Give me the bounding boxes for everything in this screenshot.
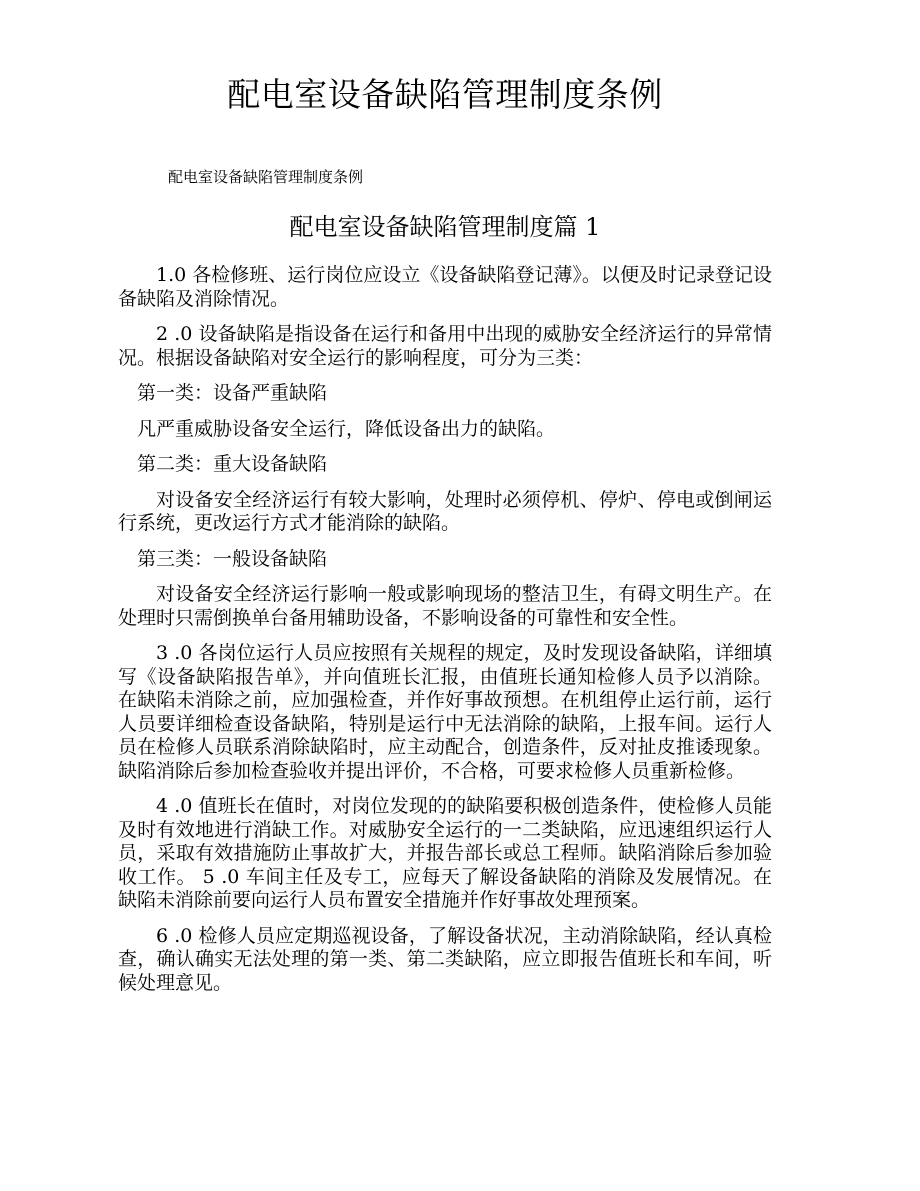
paragraph-item-2: 2 .0 设备缺陷是指设备在运行和备用中出现的威胁安全经济运行的异常情况。根据设备缺陷对安全运行的影响程度，可分为三类： [118, 323, 772, 369]
paragraph-item-3: 3 .0 各岗位运行人员应按照有关规程的规定，及时发现设备缺陷，详细填写《设备缺陷报告单》，并向值班长汇报，由值班长通知检修人员予以消除。在缺陷未消除之前，应加强检查，并作好事故预想。在机组停止运行前，运行人员要详细检查设备缺陷，特别是运行中无法消除的缺陷，上报车间。运行人员在检修人员联系消除缺陷时，应主动配合，创造条件，反对扯皮推诿现象。缺陷消除后参加检查验收并提出评价，不合格，可要求检修人员重新检修。 [118, 642, 772, 782]
paragraph-class-1-label: 第一类：设备严重缺陷 [137, 382, 328, 404]
paragraph-item-6: 6 .0 检修人员应定期巡视设备，了解设备状况，主动消除缺陷，经认真检查，确认确实无法处理的第一类、第二类缺陷，应立即报告值班长和车间，听候处理意见。 [118, 924, 772, 994]
paragraph-item-4-5: 4 .0 值班长在值时，对岗位发现的的缺陷要积极创造条件，使检修人员能及时有效地进行消缺工作。对威胁安全运行的一二类缺陷，应迅速组织运行人员，采取有效措施防止事故扩大，并报告部长或总工程师。缺陷消除后参加验收工作。 5 .0 车间主任及专工，应每天了解设备缺陷的消除及发展情况。在缺陷未消除前要向运行人员布置安全措施并作好事故处理预案。 [118, 795, 772, 911]
paragraph-class-3-label: 第三类：一般设备缺陷 [137, 547, 328, 570]
document-content-column [118, 0, 772, 995]
section-heading: 配电室设备缺陷管理制度篇 1 [289, 213, 601, 241]
paragraph-class-2-desc: 对设备安全经济运行有较大影响，处理时必须停机、停炉、停电或倒闸运行系统，更改运行方式才能消除的缺陷。 [118, 488, 772, 534]
paragraph-class-2-label: 第二类：重大设备缺陷 [137, 453, 328, 475]
document-body [118, 244, 772, 995]
paragraph-class-3-desc: 对设备安全经济运行影响一般或影响现场的整洁卫生，有碍文明生产。在处理时只需倒换单台备用辅助设备，不影响设备的可靠性和安全性。 [118, 583, 772, 629]
paragraph-item-1: 1.0 各检修班、运行岗位应设立《设备缺陷登记薄》。以便及时记录登记设备缺陷及消除情况。 [118, 264, 772, 310]
document-subtitle: 配电室设备缺陷管理制度条例 [168, 168, 364, 186]
document-title: 配电室设备缺陷管理制度条例 [227, 75, 663, 114]
paragraph-class-1-desc: 凡严重威胁设备安全运行，降低设备出力的缺陷。 [137, 417, 556, 440]
